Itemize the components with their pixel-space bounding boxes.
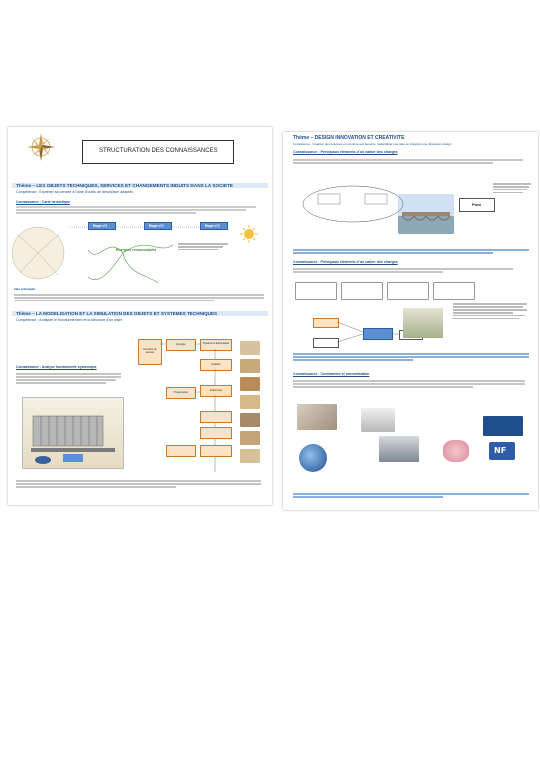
theme2-text [16, 372, 126, 385]
theme2-heading: Thème – LA MODELISATION ET LA SIMULATION DES OBJETS ET SYSTEMES TECHNIQUES [16, 311, 218, 316]
left-page [8, 127, 272, 505]
main-idea-label: Idée principale [14, 287, 36, 291]
label-photo [483, 416, 523, 436]
function-box: Fonction de service [138, 339, 162, 365]
right-connaissance-1: Connaissance : Principaux éléments d’un cahier des charges [293, 150, 398, 154]
right-section2-conclusion [293, 352, 531, 362]
component-photo-4 [240, 395, 260, 409]
sketch-3 [387, 282, 429, 300]
component-photo-6 [240, 431, 260, 445]
section2-lines [323, 312, 443, 352]
step-2: Etape n°2 [144, 222, 172, 230]
theme1-heading: Thème – LES OBJETS TECHNIQUES, SERVICES ET CHANGEMENTS INDUITS DANS LA SOCIETE [16, 183, 233, 188]
right-section3-text [293, 379, 531, 389]
piggy-photo [443, 440, 469, 462]
right-section3-conclusion [293, 492, 531, 499]
right-section2-text [293, 267, 531, 274]
component-photo-1 [240, 341, 260, 355]
mind-map-lines [8, 215, 268, 295]
actuator-box: Actionneur [200, 385, 232, 397]
right-section1-text [293, 158, 531, 165]
bull-diagram [293, 180, 413, 240]
mind-map-notes [178, 242, 258, 252]
component-photo-2 [240, 359, 260, 373]
sketch-4 [433, 282, 475, 300]
diagram-arrows [128, 332, 268, 492]
gate-illustration [22, 397, 124, 469]
theme2-competence: Compétence : Analyser le fonctionnement et la structure d’un objet [16, 318, 122, 322]
theme1-conclusion [14, 293, 266, 302]
right-section2-notes [453, 302, 533, 321]
component-box-d [166, 445, 196, 457]
page-title-box [82, 140, 234, 164]
right-section1-notes [493, 182, 533, 194]
component-photo-7 [240, 449, 260, 463]
theme1-text [16, 205, 264, 215]
theme1-competence: Compétence : Exprimer sa pensée à l’aide d’outils de description adaptés [16, 190, 134, 194]
right-theme-competence: Compétence : Imaginer des solutions en réponse aux besoins, matérialiser une idée en intégrant une dimension design [293, 142, 452, 146]
energies-label: Energies renouvelables [116, 248, 157, 252]
sketch-2 [341, 282, 383, 300]
theme2-connaissance: Connaissance : Analyse fonctionnelle systémique [16, 365, 97, 369]
system-box: Système à automatiser [200, 339, 232, 351]
component-box-b [200, 427, 232, 439]
right-connaissance-3: Connaissance : Contraintes et normalisation [293, 372, 370, 376]
component-box-a [200, 411, 232, 423]
theme1-connaissance: Connaissance : Carte heuristique [16, 200, 70, 204]
compass-rose-icon [26, 132, 56, 162]
nf-logo: NF [489, 442, 515, 460]
globe-photo [299, 444, 327, 472]
sketch-1 [295, 282, 337, 300]
right-connaissance-2: Connaissance : Principaux éléments d’un cahier des charges [293, 260, 398, 264]
sensor-box: Capteur [200, 359, 232, 371]
building-photo [379, 436, 419, 462]
sun-icon [240, 225, 258, 243]
component-photo-5 [240, 413, 260, 427]
component-box-c [200, 445, 232, 457]
energy-box: Energie [166, 339, 196, 351]
right-page [283, 132, 538, 510]
hand-phone-photo [297, 404, 337, 430]
transmit-box: Transmettre [166, 387, 196, 399]
pont-box: Pont [459, 198, 495, 212]
plug-photo [361, 408, 395, 432]
page-title: STRUCTURATION DES CONNAISSANCES [99, 148, 218, 154]
step-3: Etape n°3 [200, 222, 228, 230]
theme2-conclusion [16, 479, 264, 489]
right-theme-heading: Thème – DESIGN INNOVATION ET CREATIVITE [293, 135, 405, 141]
component-photo-3 [240, 377, 260, 391]
right-section1-conclusion [293, 248, 531, 255]
step-1: Etape n°1 [88, 222, 116, 230]
